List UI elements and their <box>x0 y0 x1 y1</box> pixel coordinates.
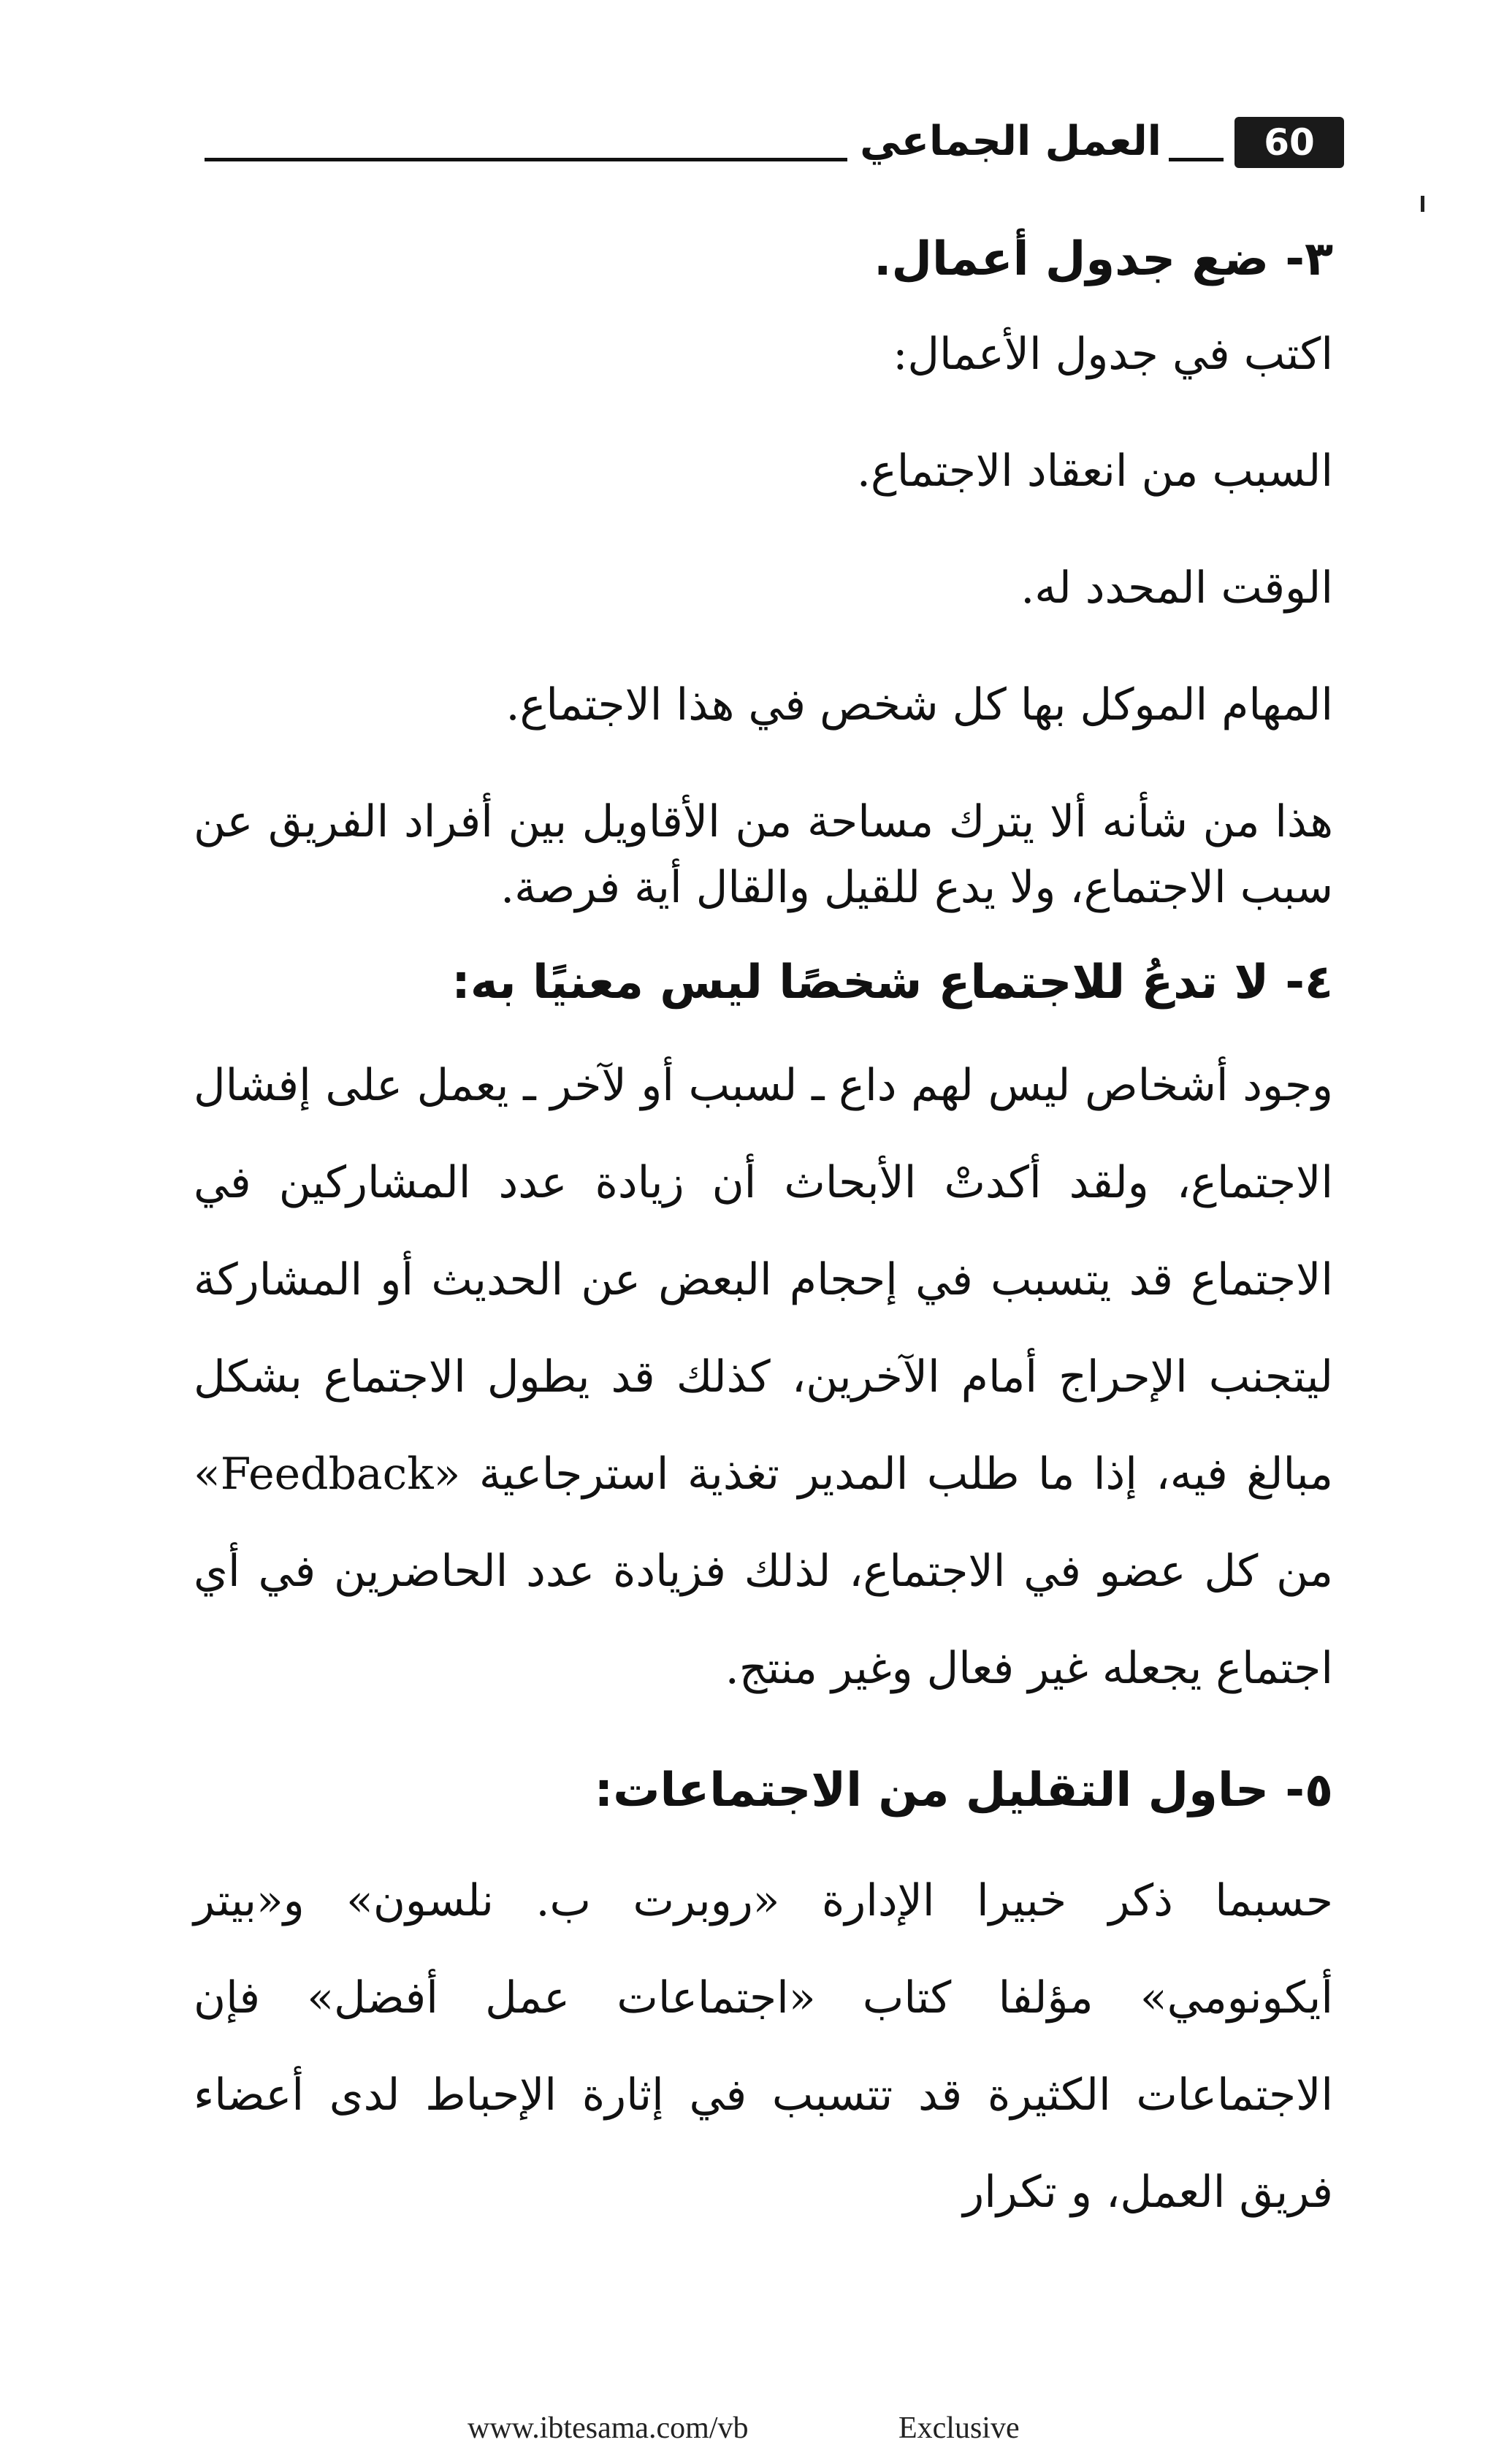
section-heading-4: ٤- لا تدعُ للاجتماع شخصًا ليس معنيًا به: <box>451 956 1333 1010</box>
agenda-point-3: المهام الموكل بها كل شخص في هذا الاجتماع. <box>505 679 1333 731</box>
page-body <box>194 226 1333 2281</box>
agenda-point-2: الوقت المحدد له. <box>1020 562 1333 614</box>
page-header <box>205 102 1344 183</box>
section-heading-5: ٥- حاول التقليل من الاجتماعات: <box>594 1763 1333 1818</box>
header-rule-long <box>205 158 847 161</box>
chapter-title: العمل الجماعي <box>860 118 1161 165</box>
footer-website: www.ibtesama.com/vb <box>468 2411 749 2445</box>
header-rule-short <box>1169 158 1224 161</box>
footer-tag: Exclusive <box>898 2411 1020 2445</box>
section-3-paragraph: هذا من شأنه ألا يترك مساحة من الأقاويل بين أفراد الفريق عن سبب الاجتماع، ولا يدع للقيل والقال أية فرصة. <box>194 796 1333 913</box>
agenda-intro: اكتب في جدول الأعمال: <box>893 329 1333 380</box>
agenda-point-1: السبب من انعقاد الاجتماع. <box>856 446 1333 497</box>
section-5-paragraph: حسبما ذكر خبيرا الإدارة «روبرت ب. نلسون» و«بيتر أيكونومي» مؤلفا كتاب «اجتماعات عمل أفضل» فإن الاجتماعات الكثيرة قد تتسبب في إثارة الإحباط لدى أعضاء فريق العمل، و تكرار <box>194 1875 1333 2218</box>
page-number-badge: 60 <box>1234 117 1344 168</box>
section-4-paragraph: وجود أشخاص ليس لهم داع ـ لسبب أو لآخر ـ يعمل على إفشال الاجتماع، ولقد أكدتْ الأبحاث أن زيادة عدد المشاركين في الاجتماع قد يتسبب في إحجام البعض عن الحديث أو المشاركة ليتجنب الإحراج أمام الآخرين، كذلك قد يطول الاجتماع بشكل مبالغ فيه، إذا ما طلب المدير تغذية استرجاعية «Feedback» من كل عضو في الاجتماع، لذلك فزيادة عدد الحاضرين في أي اجتماع يجعله غير فعال وغير منتج. <box>194 1060 1333 1694</box>
section-heading-3: ٣- ضع جدول أعمال. <box>874 232 1333 286</box>
stray-mark <box>1421 196 1424 212</box>
